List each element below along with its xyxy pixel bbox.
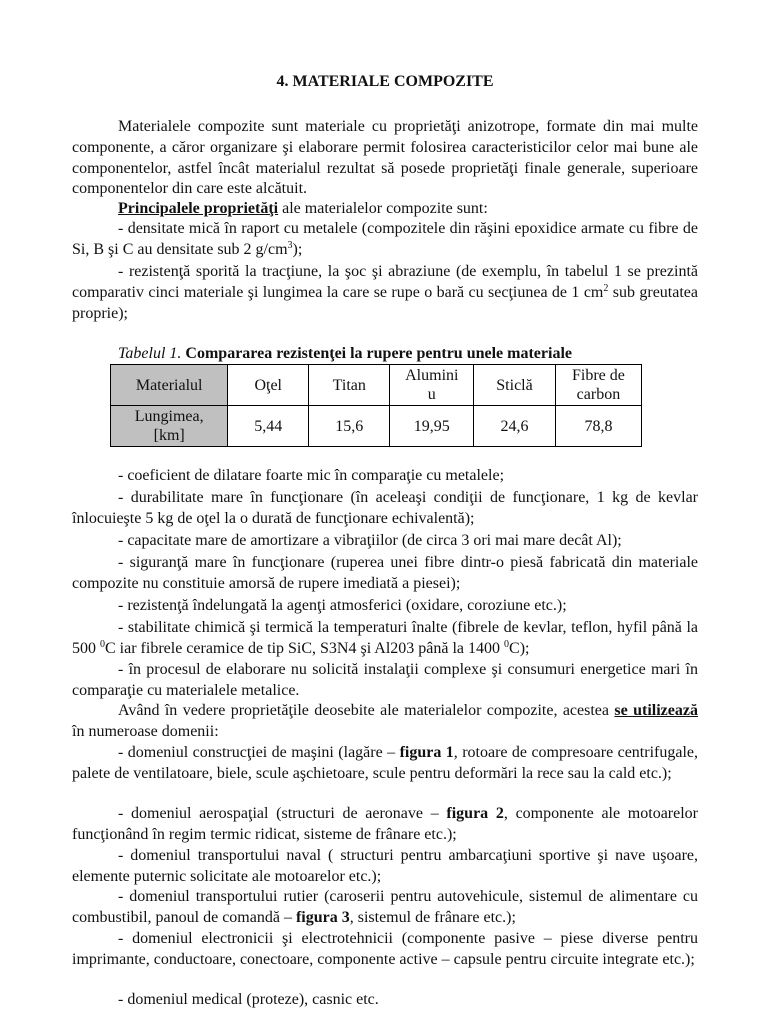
usage-text-a: Având în vedere proprietăţile deosebite ale materialelor compozite, acestea — [118, 702, 615, 719]
thermal-sup-a: 0 — [100, 638, 105, 650]
page-title: 4. MATERIALE COMPOZITE — [276, 73, 494, 90]
thermal-sup-b: 0 — [504, 638, 510, 650]
domain-machines — [72, 743, 698, 785]
aero-text-a: - domeniul aerospaţial (structuri de aeronave – — [118, 805, 447, 822]
machines-text-b: , rotoare de compresoare centrifugale, palete de ventilatoare, biele, scule aşchietoare, scule pentru deformări la rece sau la cald etc.); — [72, 744, 699, 782]
strength-end: sub greutatea proprie); — [72, 283, 699, 322]
table-cell: 15,6 — [309, 406, 390, 447]
domain-electronics: - domeniul electronicii şi electrotehnicii (componente pasive – piese diverse pentru imprimante, conductoare, conectoare, componente active – capsule pentru circuite integrate etc.); — [72, 930, 698, 968]
property-dilatation: - coeficient de dilatare foarte mic în comparaţie cu metalele; — [118, 467, 505, 484]
table-col-header: Titan — [309, 365, 390, 406]
table-cell: 78,8 — [555, 406, 641, 447]
domain-medical: - domeniul medical (proteze), casnic etc. — [118, 991, 379, 1008]
usage-paragraph — [72, 701, 698, 743]
usage-emphasis: se utilizează — [614, 702, 698, 719]
property-density — [72, 219, 698, 261]
property-damping: - capacitate mare de amortizare a vibraţiilor (de circa 3 ori mai mare decât Al); — [118, 532, 622, 549]
table-col-header: Sticlă — [474, 365, 556, 406]
property-strength — [72, 262, 698, 324]
domain-road — [72, 887, 698, 929]
table-cell: 5,44 — [228, 406, 309, 447]
density-text: - densitate mică în raport cu metalele (compozitele din răşini epoxidice armate cu fibre de Si, B şi C au densitate sub 2 g/cm — [72, 220, 698, 258]
table-row-label: Lungimea, [km] — [111, 406, 228, 447]
table-col-header: Alumini u — [390, 365, 474, 406]
table-col-header: Oţel — [228, 365, 309, 406]
intro-paragraph: Materialele compozite sunt materiale cu proprietăţi anizotrope, formate din mai multe componente, a căror organizare şi elaborare permit folosirea caracteristicilor celor mai bune ale componentelor, astfel încât materialul rezultat să posede proprietăţi finale generale, superioare componentelor din care este alcătuit. — [72, 118, 698, 198]
table-caption — [118, 344, 698, 364]
domain-naval: - domeniul transportului naval ( structuri pentru ambarcaţiuni sportive şi nave uşoare, elemente puternic solicitate ale motoarelor etc.); — [72, 847, 698, 885]
table-cell: 24,6 — [474, 406, 556, 447]
aero-text-b: , componente ale motoarelor funcţionând în regim termic ridicat, sisteme de frânare etc.); — [72, 805, 698, 843]
table-data-row — [111, 406, 642, 447]
property-atmospheric: - rezistenţă îndelungată la agenţi atmosferici (oxidare, coroziune etc.); — [118, 597, 567, 614]
density-sup: 3 — [287, 239, 293, 251]
property-thermal — [72, 618, 698, 660]
properties-heading-bold: Principalele proprietăţi — [118, 200, 279, 217]
strength-text: - rezistenţă sporită la tracţiune, la şoc şi abraziune (de exemplu, în tabelul 1 se prezintă comparativ cinci materiale şi lungimea la care se rupe o bară cu secţiunea de 1 cm — [72, 263, 698, 301]
figure-2-reference: figura 2 — [446, 805, 504, 822]
table-header-label: Materialul — [111, 365, 228, 406]
table-caption-title: Compararea rezistenţei la rupere pentru unele materiale — [181, 345, 572, 362]
property-process: - în procesul de elaborare nu solicită instalaţii complexe şi consumuri energetice mari în comparaţie cu materialele metalice. — [72, 661, 698, 699]
machines-text-a: - domeniul construcţiei de maşini (lagăre – — [118, 744, 400, 761]
table-header-row — [111, 365, 642, 406]
strength-sup: 2 — [603, 282, 609, 294]
figure-1-reference: figura 1 — [399, 744, 454, 761]
density-end: ); — [292, 240, 303, 258]
road-text-a: - domeniul transportului rutier (caroserii pentru autovehicule, sistemul de alimentare cu combustibil, panoul de comandă – — [72, 888, 698, 926]
thermal-text-b: C iar fibrele ceramice de tip SiC, S3N4 şi Al203 până la 1400 — [105, 639, 505, 657]
figure-3-reference: figura 3 — [295, 908, 350, 926]
road-text-b: , sistemul de frânare etc.); — [349, 908, 516, 926]
properties-heading — [72, 199, 698, 220]
usage-text-c: în numeroase domenii: — [72, 722, 219, 740]
thermal-text-c: C); — [509, 639, 530, 657]
domain-aerospace — [72, 804, 698, 846]
property-durability: - durabilitate mare în funcţionare (în aceleaşi condiţii de funcţionare, 1 kg de kevlar înlocuieşte 5 kg de oţel la o durată de funcţionare echivalentă); — [72, 489, 698, 527]
properties-heading-rest: ale materialelor compozite sunt: — [278, 200, 488, 217]
thermal-text-a: - stabilitate chimică şi termică la temperaturi înalte (fibrele de kevlar, teflon, hyfil până la 500 — [72, 619, 698, 657]
comparison-table — [110, 364, 642, 447]
property-safety: - siguranţă mare în funcţionare (ruperea unei fibre dintr-o piesă fabricată din materiale compozite nu constituie amorsă de rupere imediată a piesei); — [72, 554, 698, 592]
table-cell: 19,95 — [390, 406, 474, 447]
table-col-header: Fibre de carbon — [555, 365, 641, 406]
table-caption-label: Tabelul 1. — [118, 345, 182, 362]
